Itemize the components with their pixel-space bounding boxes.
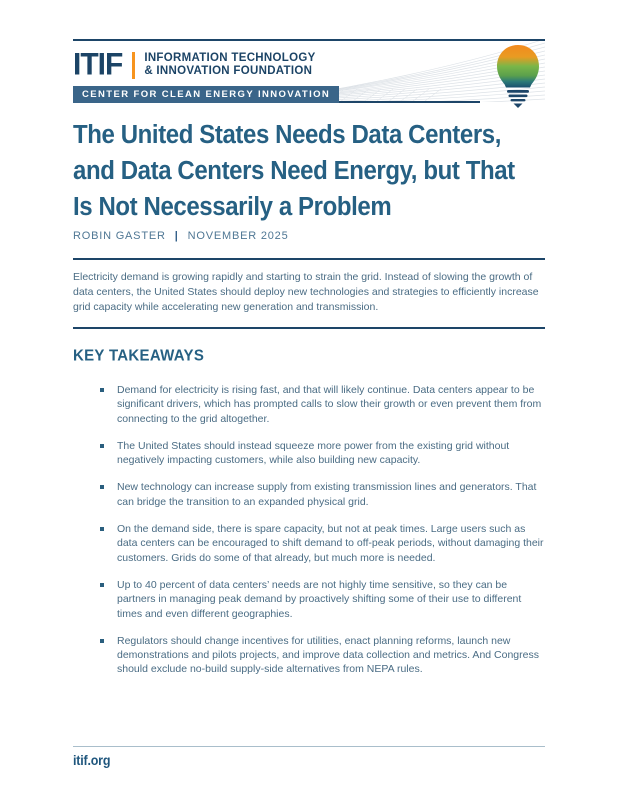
report-title-line1: The United States Needs Data Centers, (73, 120, 501, 150)
takeaway-text: Regulators should change incentives for utilities, enact planning reforms, launch new demonstrations and pilots projects, and improve data collection and metrics. And Congress should exclude no-build supply-side alternatives from NEPA rules. (117, 634, 539, 676)
takeaway-text: Up to 40 percent of data centers’ needs are not highly time sensitive, so they can be partners in managing peak demand by proactively shifting some of their use to different times and even different geographies. (117, 578, 522, 620)
itif-logo (73, 47, 316, 82)
takeaway-text: On the demand side, there is spare capacity, but not at peak times. Large users such as data centers can be encouraged to shift demand to off-peak periods, without damaging their customers. Grids do some of that already, but much more is needed. (117, 523, 544, 564)
report-title-line2: and Data Centers Need Energy, but That (73, 156, 515, 186)
publication-date: NOVEMBER 2025 (187, 230, 289, 242)
list-item (100, 439, 545, 468)
takeaway-text: New technology can increase supply from existing transmission lines and generators. That can bridge the transition to an expanded physical grid. (117, 481, 537, 508)
byline-separator: | (174, 230, 179, 242)
byline (73, 230, 289, 242)
itif-org-link[interactable]: itif.org (73, 753, 111, 769)
footer-rule (73, 746, 545, 747)
bullet-marker-icon (100, 639, 104, 643)
itif-logo-name-line2: & INNOVATION FOUNDATION (144, 65, 313, 77)
bullet-marker-icon (100, 388, 104, 392)
bullet-marker-icon (100, 485, 104, 489)
bullet-marker-icon (100, 527, 104, 531)
itif-logo-name (144, 52, 315, 78)
abstract-text: Electricity demand is growing rapidly and starting to strain the grid. Instead of slowing the growth of data centers, the United States should deploy new technologies and strategies to efficiently increase grid capacity while accelerating new generation and transmission. (73, 271, 539, 313)
report-title (73, 116, 555, 224)
list-item (100, 578, 545, 621)
list-item (100, 522, 545, 565)
bullet-marker-icon (100, 444, 104, 448)
itif-logo-abbr: ITIF (73, 47, 123, 82)
takeaway-text: The United States should instead squeeze more power from the existing grid without negatively impacting customers, while also building new capacity. (117, 439, 510, 467)
center-banner: CENTER FOR CLEAN ENERGY INNOVATION (73, 86, 339, 103)
report-title-line3: Is Not Necessarily a Problem (73, 192, 392, 222)
abstract-top-rule (73, 258, 545, 260)
abstract-bottom-rule (73, 327, 545, 329)
list-item (100, 634, 545, 677)
author-name: ROBIN GASTER (73, 230, 166, 242)
key-takeaways-list (100, 383, 545, 690)
lightbulb-icon (493, 44, 543, 110)
bullet-marker-icon (100, 583, 104, 587)
logo-divider-bar (132, 52, 135, 79)
list-item (100, 480, 545, 509)
itif-logo-name-line1: INFORMATION TECHNOLOGY (144, 52, 316, 64)
list-item (100, 383, 545, 426)
key-takeaways-heading: KEY TAKEAWAYS (73, 347, 205, 365)
takeaway-text: Demand for electricity is rising fast, and that will likely continue. Data centers appear to be significant drivers, which has prompted calls to slow their growth or even prevent them from connecting to the grid altogether. (117, 384, 542, 425)
